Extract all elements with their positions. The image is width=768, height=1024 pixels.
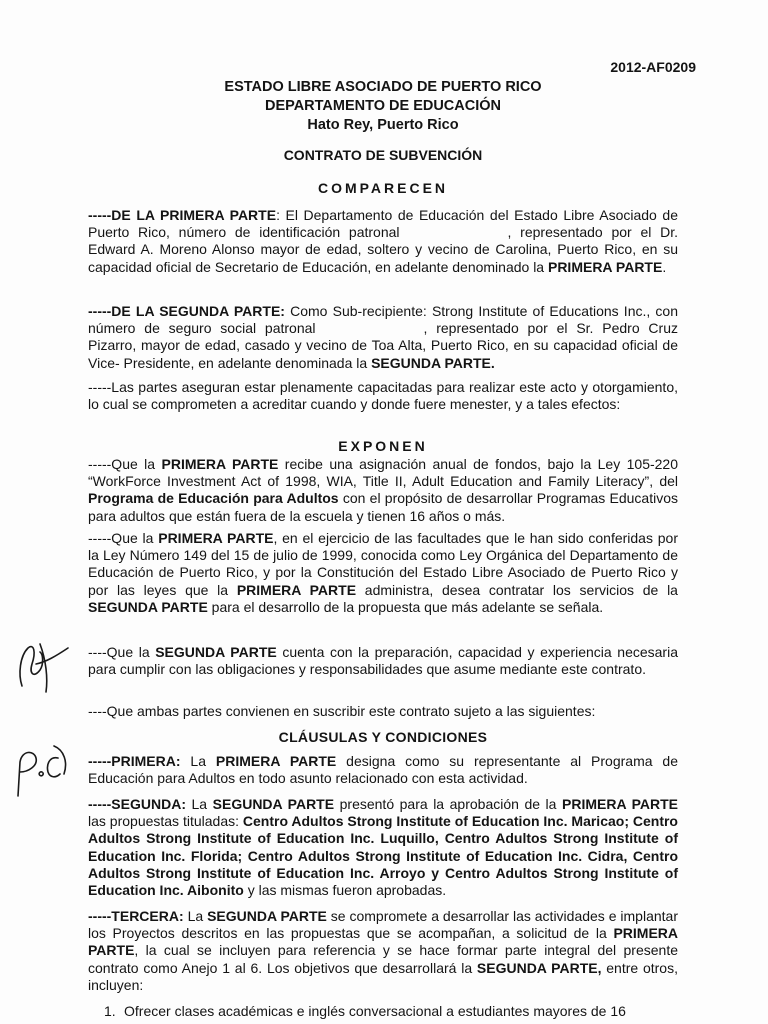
segunda-parte-lead: -----DE LA SEGUNDA PARTE: (88, 303, 285, 319)
primera-parte-paragraph: -----DE LA PRIMERA PARTE: El Departamento de Educación del Estado Libre Asociado de Puerto Rico, número de identificación patronal , representado por el Dr. Edward A. Moreno Alonso mayor de edad, soltero y vecino de Carolina, Puerto Rico, en su capacidad oficial de Secretario de Educación, en adelante denominado la PRIMERA PARTE. (88, 207, 678, 275)
comparecen-heading: COMPARECEN (317, 180, 449, 196)
objective-list-item (104, 1003, 678, 1020)
document-id: 2012-AF0209 (610, 59, 696, 75)
header-line-government: ESTADO LIBRE ASOCIADO DE PUERTO RICO (224, 79, 542, 95)
handwritten-initials-signature (10, 738, 72, 800)
clausula-segunda: -----SEGUNDA: La SEGUNDA PARTE presentó para la aprobación de la PRIMERA PARTE las propuestas tituladas: Centro Adultos Strong Institute of Education Inc. Maricao; Centro Adultos Strong Institute of Education Inc. Luquillo, Centro Adultos Strong Institute of Education Inc. Florida; Centro Adultos Strong Institute of Education Inc. Cidra, Centro Adultos Strong Institute of Education Inc. Arroyo y Centro Adultos Strong Institute of Education Inc. Aibonito y las mismas fueron aprobadas. (88, 796, 678, 899)
exponen-paragraph-2: -----Que la PRIMERA PARTE, en el ejercicio de las facultades que le han sido conferidas por la Ley Número 149 del 15 de julio de 1999, conocida como Ley Orgánica del Departamento de Educación de Puerto Rico, y por la Constitución del Estado Libre Asociado de Puerto Rico y por las leyes que la PRIMERA PARTE administra, desea contratar los servicios de la SEGUNDA PARTE para el desarrollo de la propuesta que más adelante se señala. (88, 530, 678, 615)
clausula-tercera: -----TERCERA: La SEGUNDA PARTE se compromete a desarrollar las actividades e implantar los Proyectos descritos en las propuestas que se acompañan, a solicitud de la PRIMERA PARTE, la cual se incluyen para referencia y se hace formar parte integral del presente contrato como Anejo 1 al 6. Los objetivos que desarrollará la SEGUNDA PARTE, entre otros, incluyen: (88, 908, 678, 993)
initials-mark-1 (10, 634, 72, 696)
initials-mark-2 (10, 738, 72, 800)
partes-aseguran-paragraph: -----Las partes aseguran estar plenamente capacitadas para realizar este acto y otorgamiento, lo cual se comprometen a acreditar cuando y donde fuere menester, y a tales efectos: (88, 379, 678, 413)
clausula-primera: -----PRIMERA: La PRIMERA PARTE designa como su representante al Programa de Educación para Adultos en todo asunto relacionado con esta actividad. (88, 753, 678, 787)
list-text: Ofrecer clases académicas e inglés conversacional a estudiantes mayores de 16 (124, 1003, 626, 1019)
handwritten-initials-signature (10, 634, 72, 696)
primera-parte-lead: -----DE LA PRIMERA PARTE (88, 207, 277, 223)
exponen-paragraph-3: ----Que la SEGUNDA PARTE cuenta con la preparación, capacidad y experiencia necesaria para cumplir con las obligaciones y responsabilidades que asume mediante este contrato. (88, 644, 678, 678)
header-line-location: Hato Rey, Puerto Rico (307, 117, 459, 133)
header-block (88, 78, 678, 135)
contract-title: CONTRATO DE SUBVENCIÓN (283, 147, 483, 163)
exponen-heading: EXPONEN (338, 438, 428, 454)
exponen-paragraph-4: ----Que ambas partes convienen en suscribir este contrato sujeto a las siguientes: (88, 703, 596, 719)
clausulas-heading: CLÁUSULAS Y CONDICIONES (278, 729, 488, 745)
exponen-paragraph-1: -----Que la PRIMERA PARTE recibe una asignación anual de fondos, bajo la Ley 105-220 “WorkForce Investment Act of 1998, WIA, Title II, Adult Education and Family Literacy”, del Programa de Educación para Adultos con el propósito de desarrollar Programas Educativos para adultos que están fuera de la escuela y tienen 16 años o más. (88, 456, 679, 524)
list-number: 1. (104, 1003, 116, 1019)
header-line-department: DEPARTAMENTO DE EDUCACIÓN (264, 98, 502, 114)
segunda-parte-paragraph: -----DE LA SEGUNDA PARTE: Como Sub-recipiente: Strong Institute of Educations Inc., con número de seguro social patronal , representado por el Sr. Pedro Cruz Pizarro, mayor de edad, casado y vecino de Toa Alta, Puerto Rico, en su capacidad oficial de Vice- Presidente, en adelante denominada la SEGUNDA PARTE. (88, 303, 678, 371)
